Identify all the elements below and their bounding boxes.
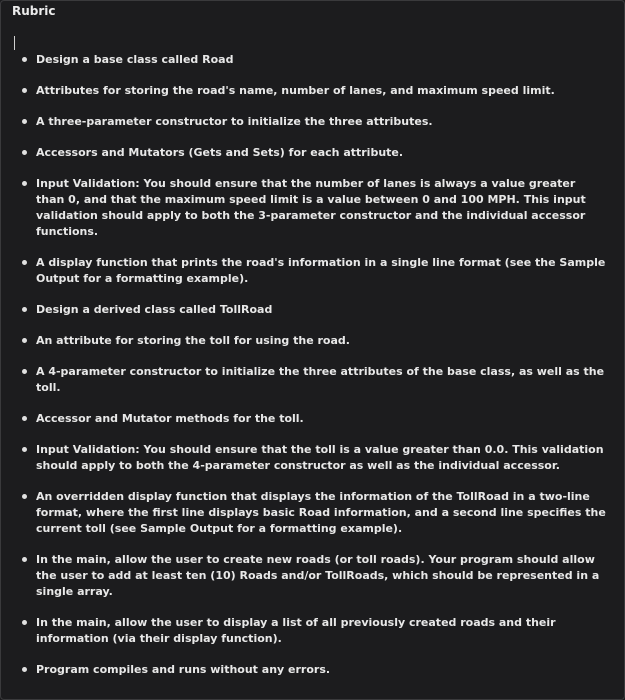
bullet-icon — [22, 620, 27, 625]
rubric-item — [22, 52, 607, 68]
rubric-item — [22, 83, 607, 99]
rubric-item-text: In the main, allow the user to display a list of all previously created roads and their information (via their display function). — [36, 616, 556, 645]
bullet-icon — [22, 557, 27, 562]
rubric-item-text: Accessor and Mutator methods for the toll. — [36, 412, 304, 425]
rubric-item — [22, 114, 607, 130]
rubric-item-text: Design a derived class called TollRoad — [36, 303, 273, 316]
rubric-item-text: A display function that prints the road's information in a single line format (see the Sample Output for a formatting example). — [36, 256, 606, 285]
rubric-item — [22, 145, 607, 161]
rubric-item — [22, 255, 607, 287]
rubric-item-text: In the main, allow the user to create new roads (or toll roads). Your program should allow the user to add at least ten (10) Roads and/or TollRoads, which should be represented in a single array. — [36, 553, 600, 598]
bullet-icon — [22, 88, 27, 93]
rubric-item — [22, 176, 607, 240]
bullet-icon — [22, 181, 27, 186]
bullet-icon — [22, 447, 27, 452]
bullet-icon — [22, 119, 27, 124]
rubric-item — [22, 302, 607, 318]
rubric-item-text: An overridden display function that displays the information of the TollRoad in a two-line format, where the first line displays basic Road information, and a second line specifies the current toll (see Sample Output for a formatting example). — [36, 490, 606, 535]
bullet-icon — [22, 260, 27, 265]
rubric-item — [22, 364, 607, 396]
bullet-icon — [22, 57, 27, 62]
bullet-icon — [22, 150, 27, 155]
bullet-icon — [22, 338, 27, 343]
rubric-item-text: Program compiles and runs without any errors. — [36, 663, 331, 676]
rubric-item — [22, 442, 607, 474]
rubric-item — [22, 552, 607, 600]
text-cursor[interactable] — [14, 36, 15, 50]
rubric-item — [22, 489, 607, 537]
bullet-icon — [22, 416, 27, 421]
rubric-item-text: Attributes for storing the road's name, number of lanes, and maximum speed limit. — [36, 84, 555, 97]
rubric-item-text: A three-parameter constructor to initialize the three attributes. — [36, 115, 433, 128]
rubric-item-text: Input Validation: You should ensure that the toll is a value greater than 0.0. This validation should apply to both the 4-parameter constructor as well as the individual accessor. — [36, 443, 604, 472]
rubric-item-text: Design a base class called Road — [36, 53, 234, 66]
bullet-icon — [22, 307, 27, 312]
rubric-item-text: Accessors and Mutators (Gets and Sets) for each attribute. — [36, 146, 404, 159]
rubric-item — [22, 411, 607, 427]
rubric-item — [22, 662, 607, 678]
bullet-icon — [22, 667, 27, 672]
rubric-title: Rubric — [12, 4, 56, 18]
bullet-icon — [22, 369, 27, 374]
rubric-item-text: Input Validation: You should ensure that the number of lanes is always a value greater than 0, and that the maximum speed limit is a value between 0 and 100 MPH. This input validation should apply to both the 3-parameter constructor and the individual accessor functions. — [36, 177, 586, 238]
rubric-item-text: An attribute for storing the toll for using the road. — [36, 334, 350, 347]
rubric-item — [22, 615, 607, 647]
rubric-item-text: A 4-parameter constructor to initialize the three attributes of the base class, as well as the toll. — [36, 365, 605, 394]
bullet-icon — [22, 494, 27, 499]
rubric-list — [22, 52, 607, 693]
rubric-item — [22, 333, 607, 349]
